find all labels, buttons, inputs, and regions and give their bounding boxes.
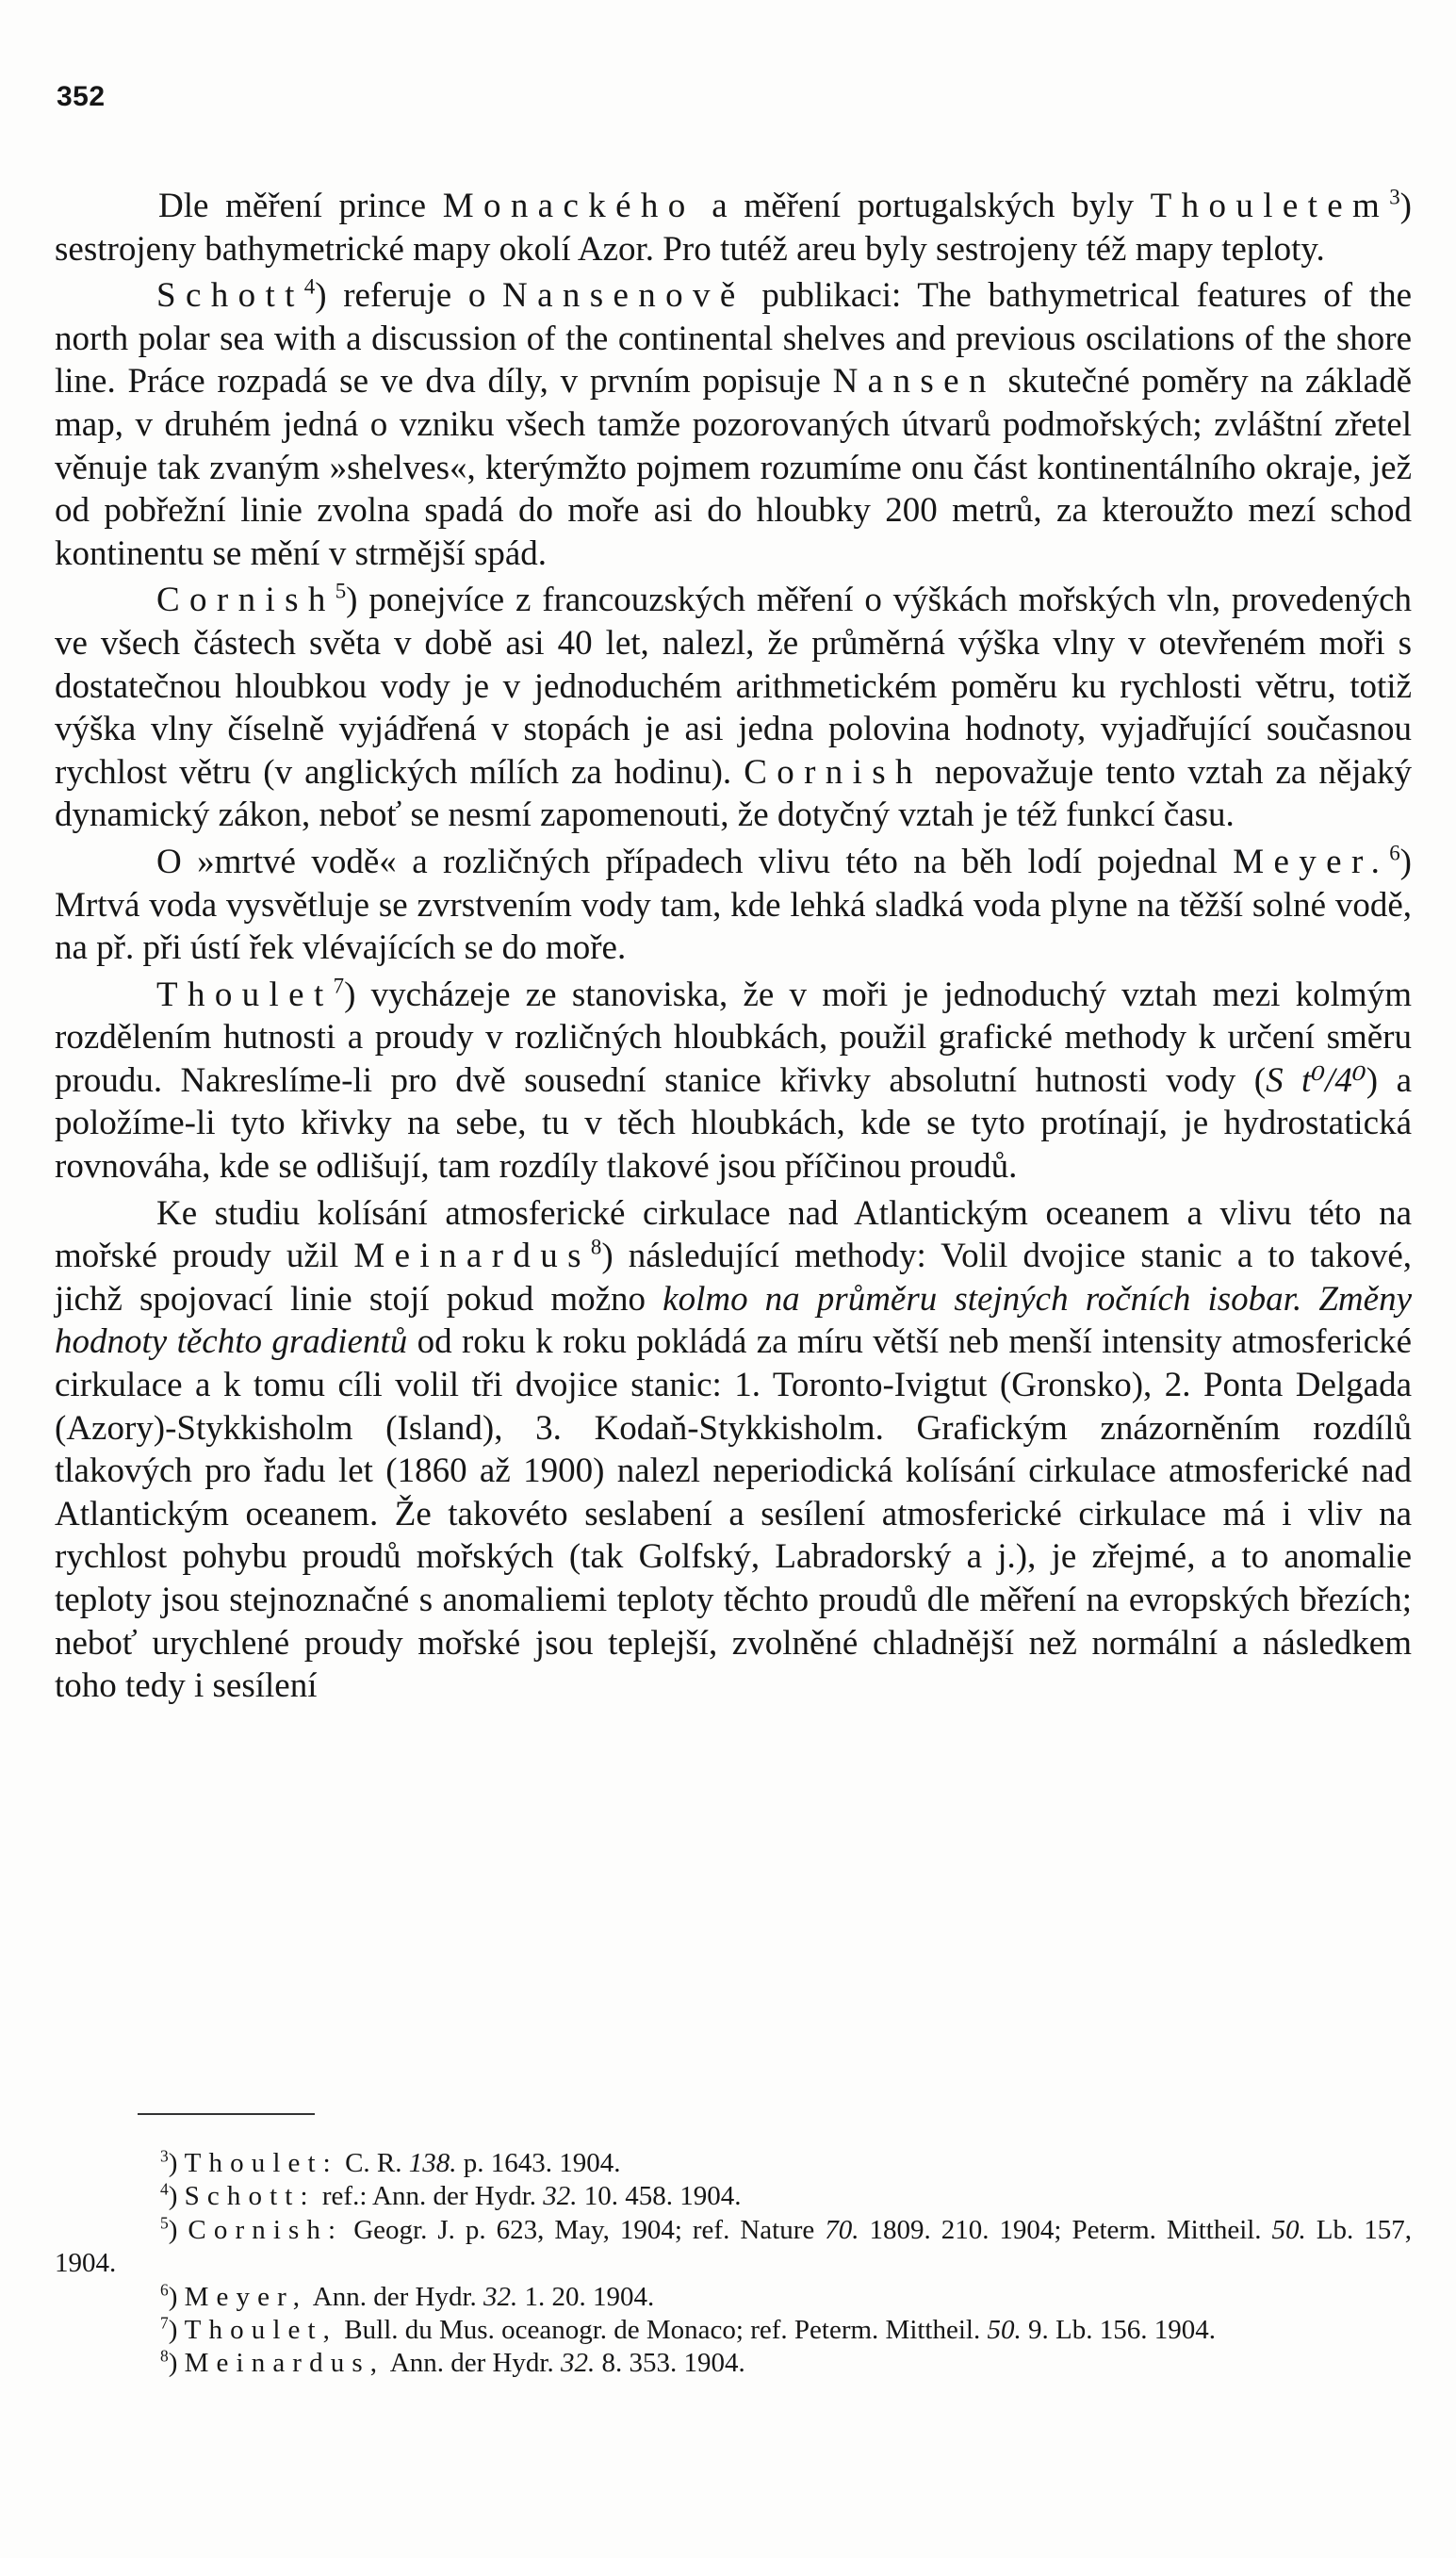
text-run: ref.: Ann. der Hydr.: [315, 2181, 544, 2212]
footnote-number: 5: [160, 2213, 169, 2233]
paragraph-1: [55, 185, 1412, 271]
footnote-separator: [138, 2113, 315, 2115]
text-run: 9. Lb. 156. 1904.: [1021, 2315, 1216, 2346]
text-run: ) následující methody: Volil dvojice stanic a to takové, jichž spojovací linie stojí pokud možno: [55, 1237, 1412, 1319]
text-run: p. 1643. 1904.: [456, 2148, 621, 2178]
volume: 32.: [560, 2348, 596, 2379]
volume: 138.: [408, 2148, 457, 2178]
text-run: C. R.: [337, 2148, 409, 2178]
volume: 50.: [1271, 2214, 1306, 2245]
footnote-number: 3: [160, 2146, 169, 2166]
text-run: ) referuje o: [315, 276, 503, 316]
footnote-4: $^4$) Schott: ref.: Ann. der Hydr. 32. 10. 458. 1904.: [160, 2179, 742, 2212]
text-run: Lb. 157, 1904.: [55, 2214, 1412, 2279]
footnote-number: 7: [160, 2313, 169, 2333]
footnote-ref: 6: [1389, 841, 1400, 865]
text-run: Ann. der Hydr.: [307, 2281, 483, 2312]
volume: 50.: [987, 2315, 1022, 2346]
author-name: Thouletem: [1150, 187, 1390, 225]
text-run: skutečné poměry na základě map, v druhém jedná o vzniku všech tamže pozorovaných útvarů podmořských; zvláštní zřetel věnuje tak zvaným »shelves«, kterýmžto pojmem rozumíme onu část kontinentálního okraje, jež od pobřežní linie zvolna spadá do moře asi do hloubky 200 metrů, za kteroužto mezí schod kontinentu se mění v strmější spád.: [55, 362, 1412, 573]
footnote-ref: 7: [333, 974, 345, 998]
text-run: ) Mrtvá voda vysvětluje se zvrstvením vody tam, kde lehká sladká voda plyne na těžší solné vodě, na př. při ústí řek vlévajících se do moře.: [55, 842, 1412, 968]
volume: 70.: [825, 2214, 859, 2245]
author-name: Meyer.: [1233, 842, 1390, 881]
footnote-number: 8: [160, 2346, 169, 2366]
text-run: ) vycházeje ze stanoviska, že v moři je jednoduchý vztah mezi kolmým rozdělením hutnosti a proudy v rozličných hloubkách, použil grafické methody k určení směru proudu. Nakreslíme-li pro dvě sousední stanice křivky absolutní hutnosti vody (: [55, 975, 1412, 1100]
footnote-5: $^5$) Cornish: Geogr. J. p. 623, May, 1904; ref. Nature 70. 1809. 210. 1904; Peterm. Mittheil. 50. Lb. 157, 1904.: [55, 2213, 1412, 2279]
paragraph-2: [55, 274, 1412, 575]
author-name: Nansen: [832, 362, 996, 402]
text-run: ) a položíme-li tyto křivky na sebe, tu v těch hloubkách, kde se tyto protínají, je hydrostatická rovnováha, kde se odlišují, tam rozdíly tlakové jsou příčinou proudů.: [55, 1060, 1412, 1187]
author-name: Meinardus: [353, 1237, 591, 1276]
paragraph-6: [55, 1192, 1412, 1708]
volume: 32.: [543, 2181, 578, 2212]
paragraph-5: [55, 974, 1412, 1189]
footnote-ref: 3: [1389, 185, 1400, 209]
footnote-author: Thoulet:: [184, 2148, 338, 2178]
author-name: Cornish: [156, 581, 335, 620]
text-run: Ann. der Hydr.: [384, 2348, 561, 2379]
footnote-author: Schott:: [184, 2181, 316, 2212]
volume: 32.: [483, 2281, 518, 2312]
text-run: od roku k roku pokládá za míru větší neb menší intensity atmosferické cirkulace a k tomu cíli volil tři dvojice stanic: 1. Toronto-Ivigtut (Gronsko), 2. Ponta Delgada (Azory)-Stykkisholm (Island), 3. Kodaň-Stykkisholm. Grafickým znázorněním rozdílů tlakových pro řadu let (1860 až 1900) nalezl neperiodická kolísání cirkulace atmosferické nad Atlantickým oceanem. Že takovéto seslabení a sesílení atmosferické cirkulace má i vliv na rychlost pohybu proudů mořských (tak Golfský, Labradorský a j.), je zřejmé, a to anomalie teploty jsou stejnoznačné s anomaliemi teploty těchto proudů dle měření na evropských březích; neboť urychlené proudy mořské jsou teplejší, zvolněné chladnější než normální a následkem toho tedy i sesílení: [55, 1322, 1412, 1706]
text-run: 1809. 210. 1904; Peterm. Mittheil.: [859, 2214, 1272, 2245]
text-run: nepovažuje tento vztah za nějaký dynamický zákon, neboť se nesmí zapomenouti, že dotyčný vztah je též funkcí času.: [55, 752, 1412, 835]
footnote-3: $^3$) Thoulet: C. R. 138. p. 1643. 1904.: [160, 2146, 621, 2178]
paragraph-3: [55, 579, 1412, 837]
footnote-ref: 4: [303, 274, 316, 299]
italic-phrase: Změny hodnoty těchto gradientů: [55, 1279, 1412, 1362]
text-run: Ke studiu kolísání atmosferické cirkulace nad Atlantickým oceanem a vlivu této na mořské proudy užil: [55, 1193, 1412, 1276]
footnote-author: Meyer,: [184, 2281, 308, 2312]
paragraph-4: [55, 841, 1412, 970]
footnote-7: $^7$) Thoulet, Bull. du Mus. oceanogr. de Monaco; ref. Peterm. Mittheil. 50. 9. Lb. 156. 1904.: [160, 2313, 1216, 2346]
footnote-ref: 8: [590, 1235, 602, 1259]
footnote-number: 4: [160, 2179, 169, 2199]
text-run: 8. 353. 1904.: [595, 2348, 745, 2379]
text-run: 1. 20. 1904.: [517, 2281, 655, 2312]
text-run: 10. 458. 1904.: [577, 2181, 742, 2212]
text-run: O »mrtvé vodě« a rozličných případech vlivu této na běh lodí pojednal: [156, 842, 1234, 881]
footnote-author: Thoulet,: [184, 2315, 338, 2346]
footnote-6: $^6$) Meyer, Ann. der Hydr. 32. 1. 20. 1904.: [160, 2279, 655, 2312]
text-run: Geogr. J. p. 623, May, 1904; ref. Nature: [343, 2214, 826, 2245]
text-run: ) ponejvíce z francouzských měření o výškách mořských vln, provedených ve všech částech světa v době asi 40 let, nalezl, že průměrná výška vlny v otevřeném moři s dostatečnou hloubkou vody je v jednoduchém arithmetickém poměru ku rychlosti větru, totiž výška vlny číselně vyjádřená v stopách je asi jedna polovina hodnoty, vyjadřující současnou rychlost větru (v anglických mílích za hodinu).: [55, 581, 1412, 792]
footnote-ref: 5: [335, 580, 347, 604]
page-number: 352: [57, 81, 106, 112]
text-run: a měření portugalských byly: [695, 187, 1151, 225]
author-name: Nansenově: [502, 276, 745, 316]
footnote-author: Meinardus,: [184, 2348, 385, 2379]
author-name: Schott: [156, 276, 304, 316]
text-run: ) sestrojeny bathymetrické mapy okolí Azor. Pro tutéž areu byly sestrojeny též mapy teploty.: [55, 187, 1412, 269]
footnote-author: Cornish:: [188, 2214, 344, 2245]
text-run: Dle měření prince: [158, 187, 443, 225]
body-text: [55, 185, 1412, 1712]
author-name: Monackého: [442, 187, 695, 225]
footnote-number: 6: [160, 2279, 169, 2299]
italic-phrase: kolmo na průměru stejných ročních isobar.: [663, 1279, 1302, 1319]
author-name: Cornish: [744, 752, 923, 792]
author-name: Thoulet: [156, 975, 334, 1014]
density-formula: S t⁰/4⁰: [1266, 1060, 1366, 1100]
text-run: Bull. du Mus. oceanogr. de Monaco; ref. Peterm. Mittheil.: [337, 2315, 988, 2346]
footnotes: [55, 2147, 1412, 2381]
text-run: publikaci: The bathymetrical features of the north polar sea with a discussion of the continental shelves and previous oscilations of the shore line. Práce rozpadá se ve dva díly, v prvním popisuje: [55, 276, 1412, 402]
footnote-8: $^8$) Meinardus, Ann. der Hydr. 32. 8. 353. 1904.: [160, 2346, 745, 2379]
